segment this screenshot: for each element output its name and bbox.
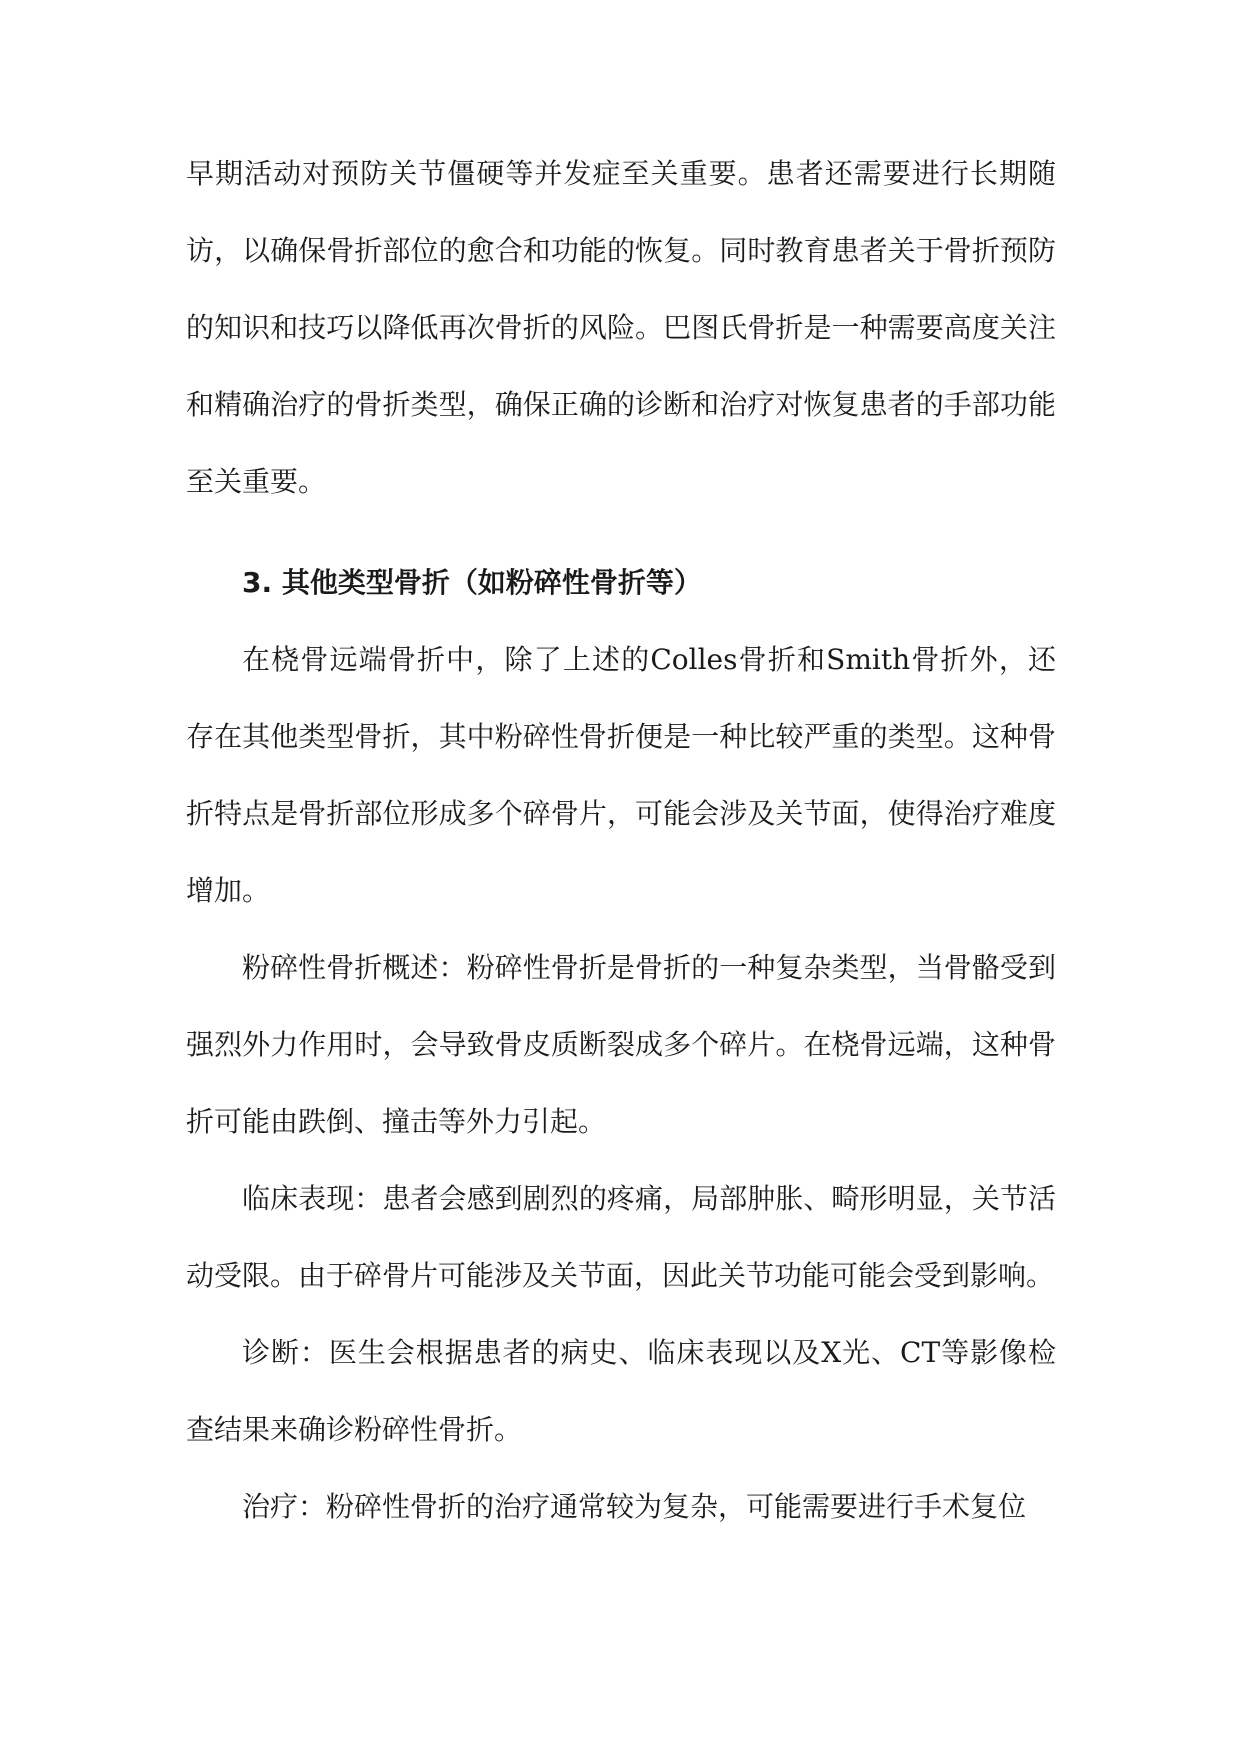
- paragraph-continuation: 早期活动对预防关节僵硬等并发症至关重要。患者还需要进行长期随访，以确保骨折部位的愈合和功能的恢复。同时教育患者关于骨折预防的知识和技巧以降低再次骨折的风险。巴图氏骨折是一种需要高度关注和精确治疗的骨折类型，确保正确的诊断和治疗对恢复患者的手部功能至关重要。: [186, 157, 1056, 498]
- paragraph-intro: 在桡骨远端骨折中，除了上述的Colles骨折和Smith骨折外，还存在其他类型骨折，其中粉碎性骨折便是一种比较严重的类型。这种骨折特点是骨折部位形成多个碎骨片，可能会涉及关节面，使得治疗难度增加。: [186, 643, 1056, 907]
- section-heading: 3. 其他类型骨折（如粉碎性骨折等）: [242, 566, 702, 599]
- paragraph-diagnosis: 诊断：医生会根据患者的病史、临床表现以及X光、CT等影像检查结果来确诊粉碎性骨折。: [186, 1336, 1056, 1446]
- section-spacer: [186, 520, 1056, 544]
- paragraph-overview: 粉碎性骨折概述：粉碎性骨折是骨折的一种复杂类型，当骨骼受到强烈外力作用时，会导致骨皮质断裂成多个碎片。在桡骨远端，这种骨折可能由跌倒、撞击等外力引起。: [186, 951, 1056, 1138]
- paragraph-clinical: 临床表现：患者会感到剧烈的疼痛，局部肿胀、畸形明显，关节活动受限。由于碎骨片可能涉及关节面，因此关节功能可能会受到影响。: [186, 1182, 1056, 1292]
- paragraph-treatment: 治疗：粉碎性骨折的治疗通常较为复杂，可能需要进行手术复位: [242, 1490, 1027, 1523]
- document-body: [186, 135, 1056, 1545]
